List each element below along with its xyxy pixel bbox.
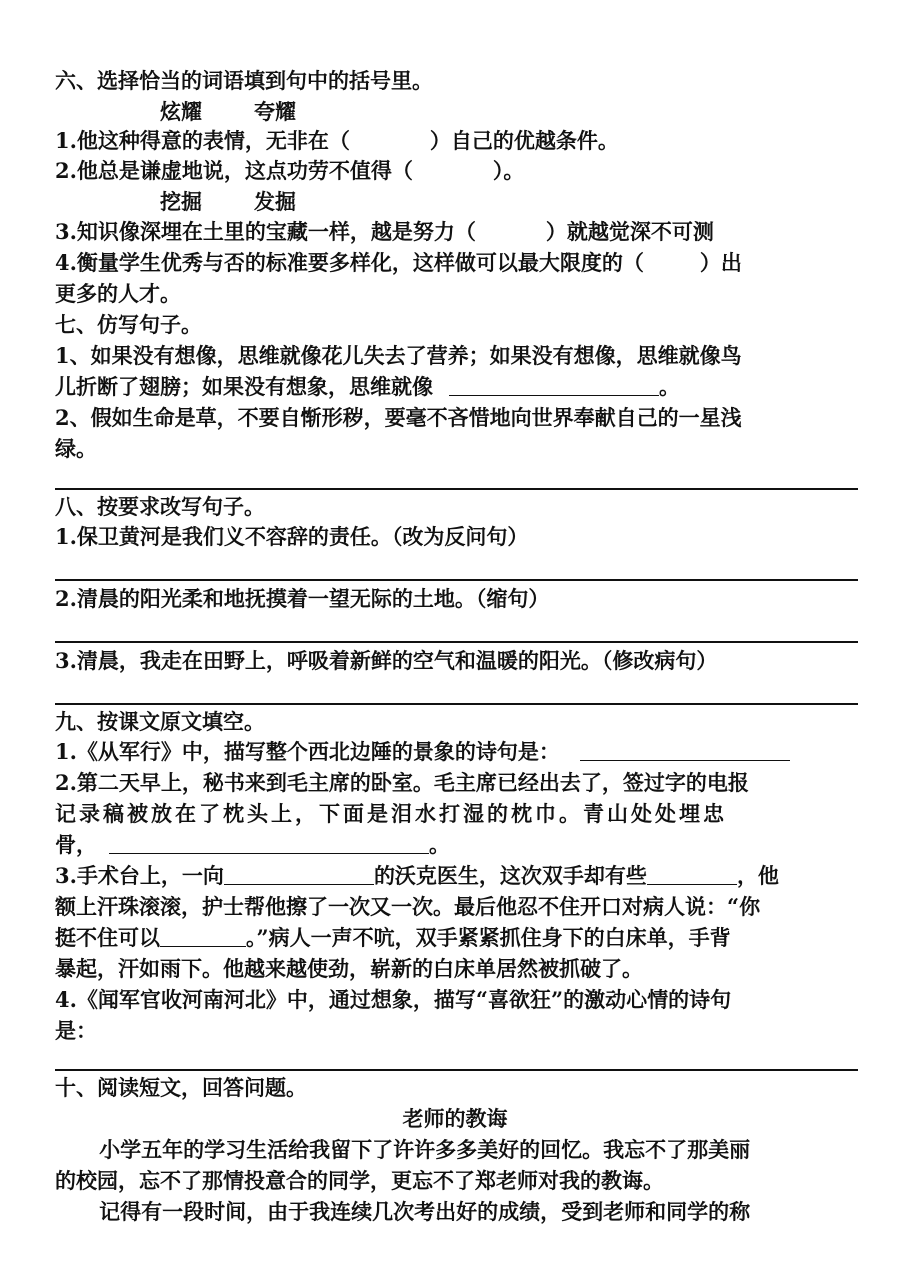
s9-question-1 — [55, 737, 858, 767]
s6-question-4-cont: 更多的人才。 — [55, 281, 181, 306]
question-text: 的沃克医生，这次双手却有些 — [373, 863, 647, 888]
s9-question-2: 2.第二天早上，秘书来到毛主席的卧室。毛主席已经出去了，签过字的电报 — [55, 770, 749, 795]
answer-blank[interactable] — [647, 862, 737, 885]
question-text: 。 — [659, 374, 680, 399]
answer-line[interactable] — [55, 579, 858, 581]
s7-question-1: 1、如果没有想像，思维就像花儿失去了营养；如果没有想像，思维就像鸟 — [55, 343, 742, 368]
section-6-heading: 六、选择恰当的词语填到句中的括号里。 — [55, 68, 433, 93]
s6-question-2 — [55, 156, 858, 186]
passage-paragraph: 记得有一段时间，由于我连续几次考出好的成绩，受到老师和同学的称 — [99, 1199, 751, 1224]
word-choices-a — [160, 97, 858, 127]
question-text: ，他 — [736, 863, 779, 888]
s7-question-2: 2、假如生命是草，不要自惭形秽，要毫不吝惜地向世界奉献自己的一星浅 — [55, 405, 742, 430]
answer-blank[interactable] — [109, 831, 429, 854]
s6-question-1 — [55, 126, 858, 156]
question-text: ）自己的优越条件。 — [429, 128, 619, 153]
question-text: ）就越觉深不可测 — [545, 219, 714, 244]
s9-question-2-cont: 记录稿被放在了枕头上，下面是泪水打湿的枕巾。青山处处埋忠 — [55, 801, 727, 826]
question-text: 儿折断了翅膀；如果没有想象，思维就像 — [55, 374, 433, 399]
section-7-heading: 七、仿写句子。 — [55, 312, 202, 337]
word-choice: 挖掘 — [160, 189, 202, 214]
question-text: 3.手术台上，一向 — [55, 863, 224, 888]
s7-question-2-cont: 绿。 — [55, 436, 97, 461]
s9-question-3 — [55, 861, 858, 891]
section-8-heading: 八、按要求改写句子。 — [55, 494, 265, 519]
s8-question-3: 3.清晨，我走在田野上，呼吸着新鲜的空气和温暖的阳光。（修改病句） — [55, 648, 718, 673]
section-10-heading: 十、阅读短文，回答问题。 — [55, 1075, 307, 1100]
section-9-heading: 九、按课文原文填空。 — [55, 709, 265, 734]
s8-question-2: 2.清晨的阳光柔和地抚摸着一望无际的土地。（缩句） — [55, 586, 550, 611]
passage-paragraph: 小学五年的学习生活给我留下了许许多多美好的回忆。我忘不了那美丽 — [99, 1137, 751, 1162]
question-text: 1.他这种得意的表情，无非在（ — [55, 128, 350, 153]
word-choice: 炫耀 — [160, 99, 202, 124]
answer-line[interactable] — [55, 641, 858, 643]
s9-question-4: 4.《闻军官收河南河北》中，通过想象，描写“喜欲狂”的激动心情的诗句 — [55, 987, 732, 1012]
s9-question-3-cont: 额上汗珠滚滚，护士帮他擦了一次又一次。最后他忍不住开口对病人说：“你 — [55, 894, 761, 919]
answer-line[interactable] — [55, 703, 858, 705]
answer-blank[interactable] — [224, 862, 374, 885]
s6-question-3 — [55, 217, 858, 247]
question-text: 。”病人一声不吭，双手紧紧抓住身下的白床单，手背 — [246, 925, 731, 950]
s8-question-1: 1.保卫黄河是我们义不容辞的责任。（改为反问句） — [55, 524, 529, 549]
question-text: 2.他总是谦虚地说，这点功劳不值得（ — [55, 158, 413, 183]
answer-blank[interactable] — [449, 373, 659, 396]
s9-question-4-cont: 是： — [55, 1018, 97, 1043]
s6-question-4 — [55, 248, 858, 278]
passage-paragraph-cont: 的校园，忘不了那情投意合的同学，更忘不了郑老师对我的教诲。 — [55, 1168, 664, 1193]
s9-question-2-end — [55, 830, 858, 860]
question-text: 1.《从军行》中，描写整个西北边陲的景象的诗句是： — [55, 739, 560, 764]
question-text: 。 — [429, 832, 450, 857]
answer-blank[interactable] — [160, 924, 246, 947]
word-choice: 发掘 — [254, 189, 296, 214]
question-text: 3.知识像深埋在土里的宝藏一样，越是努力（ — [55, 219, 476, 244]
word-choice: 夸耀 — [254, 99, 296, 124]
s7-question-1-cont — [55, 372, 858, 402]
question-text: ）。 — [492, 158, 525, 183]
answer-blank[interactable] — [580, 738, 790, 761]
answer-line[interactable] — [55, 1069, 858, 1071]
question-text: 4.衡量学生优秀与否的标准要多样化，这样做可以最大限度的（ — [55, 250, 644, 275]
answer-line[interactable] — [55, 488, 858, 490]
passage-title: 老师的教诲 — [402, 1106, 508, 1131]
s9-question-3-end: 暴起，汗如雨下。他越来越使劲，崭新的白床单居然被抓破了。 — [55, 956, 643, 981]
word-choices-b — [160, 187, 858, 217]
question-text: 挺不住可以 — [55, 925, 160, 950]
question-text: 骨， — [55, 832, 97, 857]
s9-question-3-cont2 — [55, 923, 858, 953]
question-text: ）出 — [699, 250, 742, 275]
